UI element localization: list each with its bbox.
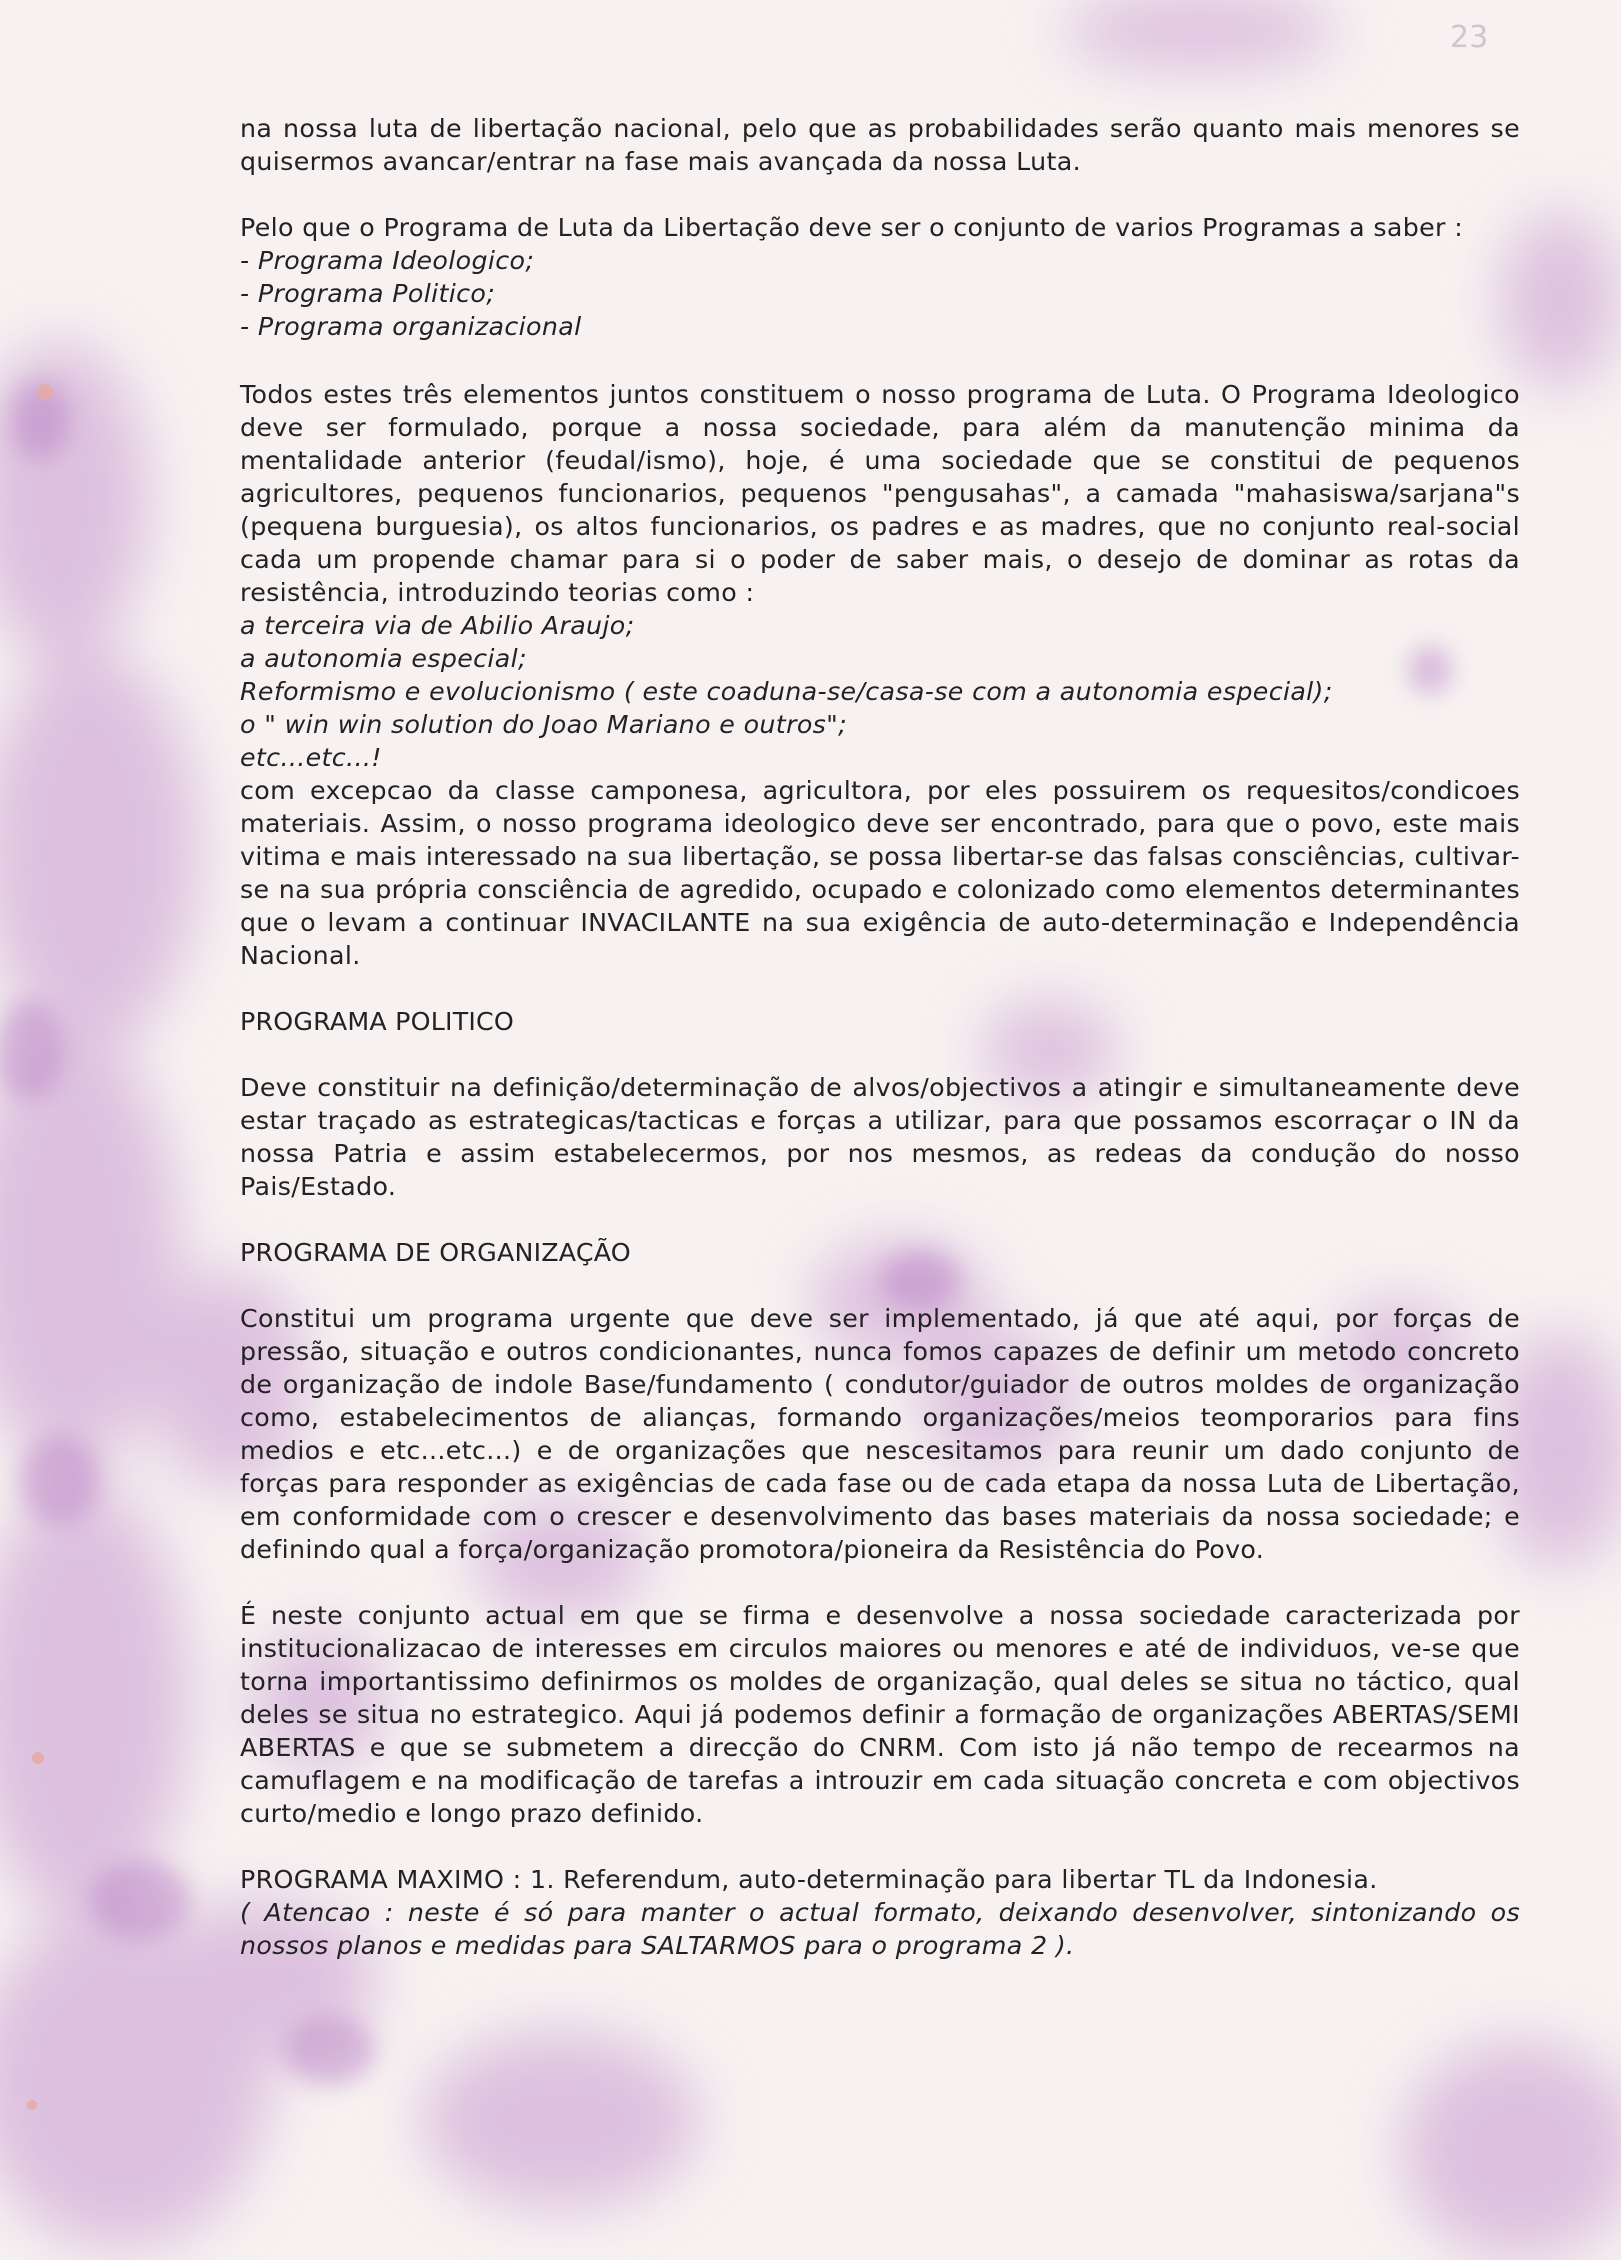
theory-item: Reformismo e evolucionismo ( este coaduna-se/casa-se com a autonomia especial); [240, 677, 1333, 706]
list-item-organizacional: - Programa organizacional [240, 312, 582, 341]
program-list [240, 244, 1520, 343]
theory-item: a terceira via de Abilio Araujo; [240, 611, 635, 640]
theory-item: etc...etc...! [240, 743, 382, 772]
page-number: 23 [1450, 20, 1489, 55]
document-body [240, 112, 1520, 1962]
paragraph-gap [240, 1566, 1520, 1599]
list-item-politico: - Programa Politico; [240, 279, 496, 308]
paragraph-atencao: ( Atencao : neste é só para manter o actual formato, deixando desenvolver, sintonizando os nossos planos e medidas para SALTARMOS para o programa 2 ). [240, 1898, 1520, 1960]
heading-programa-politico: PROGRAMA POLITICO [240, 1007, 514, 1036]
paragraph-ideologico-continued: com excepcao da classe camponesa, agricultora, por eles possuirem os requesitos/condicoes materiais. Assim, o nosso programa ideologico deve ser encontrado, para que o povo, este mais vitima e mais interessado na sua libertação, se possa libertar-se das falsas consciências, cultivar-se na sua própria consciência de agredido, ocupado e colonizado como elementos determinantes que o levam a continuar INVACILANTE na sua exigência de auto-determinação e Independência Nacional. [240, 776, 1520, 970]
theory-item: a autonomia especial; [240, 644, 527, 673]
paragraph-organizacao: Constitui um programa urgente que deve ser implementado, já que até aqui, por forças de pressão, situação e outros condicionantes, nunca fomos capazes de definir um metodo concreto de organização de indole Base/fundamento ( condutor/guiador de outros moldes de organização como, estabelecimentos de alianças, formando organizações/meios teomporarios para fins medios e etc...etc...) e de organizações que nescesitamos para reunir um dado conjunto de forças para responder as exigências de cada fase ou de cada etapa da nossa Luta de Libertação, em conformidade com o crescer e desenvolvimento das bases materiais da nossa sociedade; e definindo qual a força/organização promotora/pioneira da Resistência do Povo. [240, 1304, 1520, 1564]
paragraph-gap [240, 1830, 1520, 1863]
paragraph-conjunto-actual: É neste conjunto actual em que se firma e desenvolve a nossa sociedade caracterizada por institucionalizacao de interesses em circulos maiores ou menores e até de individuos, ve-se que torna importantissimo definirmos os moldes de organização, qual deles se situa no táctico, qual deles se situa no estrategico. Aqui já podemos definir a formação de organizações ABERTAS/SEMI ABERTAS e que se submetem a direcção do CNRM. Com isto já não tempo de recearmos na camuflagem e na modificação de tarefas a introuzir em cada situação concreta e com objectivos curto/medio e longo prazo definido. [240, 1601, 1520, 1828]
paragraph-gap [240, 343, 1520, 376]
theories-list [240, 609, 1520, 774]
paragraph-politico: Deve constituir na definição/determinação de alvos/objectivos a atingir e simultaneamente deve estar traçado as estrategicas/tacticas e forças a utilizar, para que possamos escorraçar o IN da nossa Patria e assim estabelecermos, por nos mesmos, as redeas da condução do nosso Pais/Estado. [240, 1073, 1520, 1201]
paragraph-programa-maximo: PROGRAMA MAXIMO : 1. Referendum, auto-determinação para libertar TL da Indonesia. [240, 1865, 1378, 1894]
paragraph-program-components: Pelo que o Programa de Luta da Libertação deve ser o conjunto de varios Programas a saber : [240, 213, 1464, 242]
list-item-ideologico: - Programa Ideologico; [240, 246, 535, 275]
paragraph-ideologico: Todos estes três elementos juntos constituem o nosso programa de Luta. O Programa Ideologico deve ser formulado, porque a nossa sociedade, para além da manutenção minima da mentalidade anterior (feudal/ismo), hoje, é uma sociedade que se constitui de pequenos agricultores, pequenos funcionarios, pequenos "pengusahas", a camada "mahasiswa/sarjana"s (pequena burguesia), os altos funcionarios, os padres e as madres, que no conjunto real-social cada um propende chamar para si o poder de saber mais, o desejo de dominar as rotas da resistência, introduzindo teorias como : [240, 380, 1520, 607]
theory-item: o " win win solution do Joao Mariano e outros"; [240, 710, 848, 739]
paragraph-gap [240, 1038, 1520, 1071]
paragraph-gap [240, 178, 1520, 211]
heading-programa-organizacao: PROGRAMA DE ORGANIZAÇÃO [240, 1238, 631, 1267]
paragraph-intro: na nossa luta de libertação nacional, pelo que as probabilidades serão quanto mais menores se quisermos avancar/entrar na fase mais avançada da nossa Luta. [240, 114, 1520, 176]
paragraph-gap [240, 972, 1520, 1005]
paragraph-gap [240, 1269, 1520, 1302]
paragraph-gap [240, 1203, 1520, 1236]
